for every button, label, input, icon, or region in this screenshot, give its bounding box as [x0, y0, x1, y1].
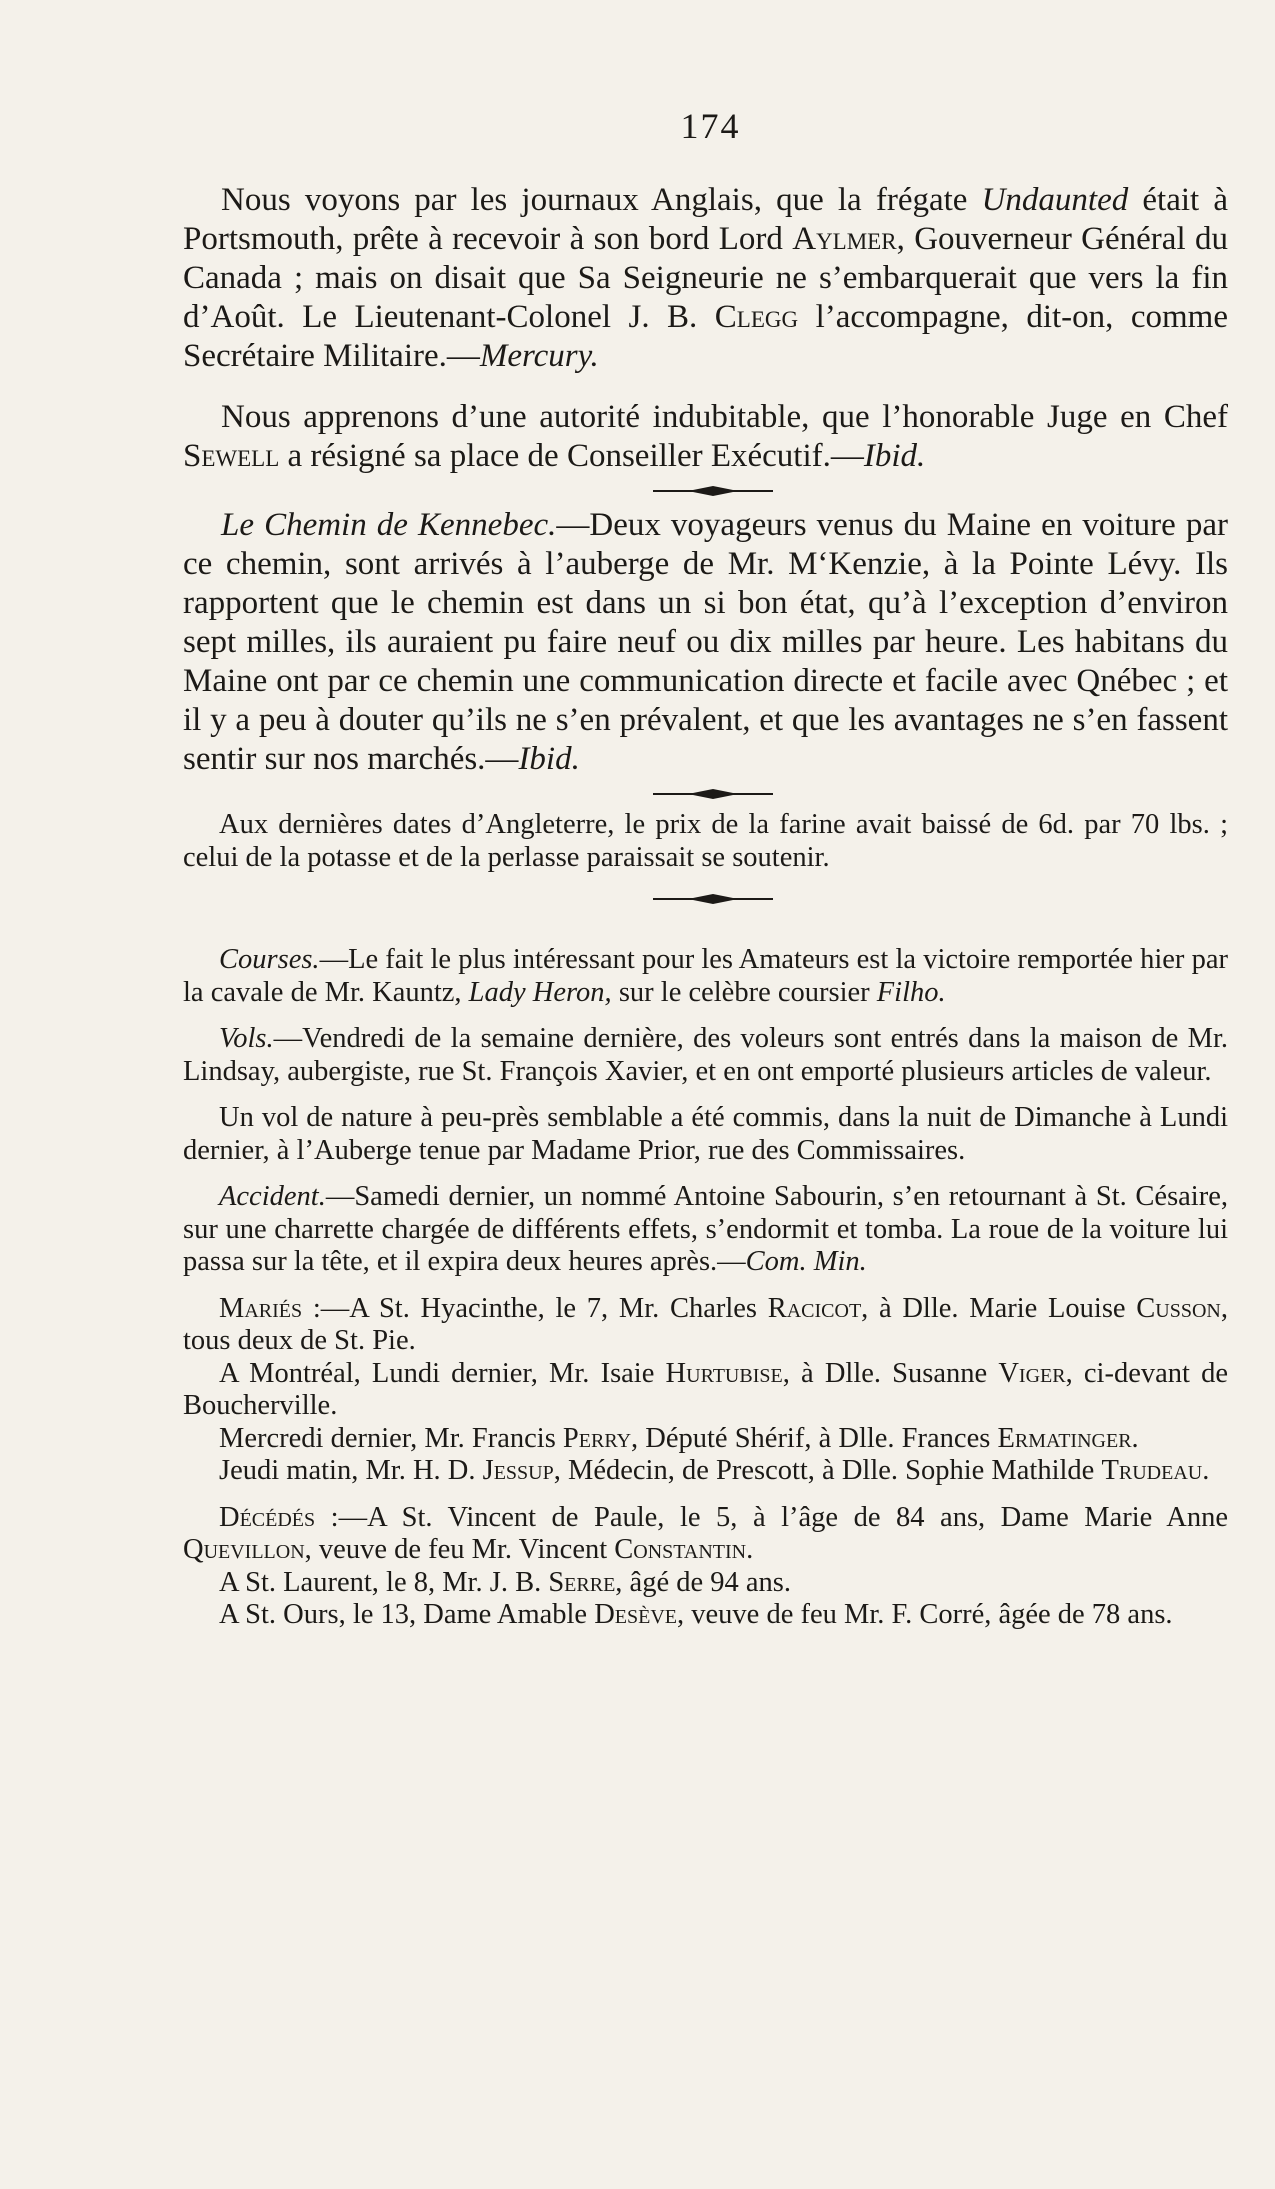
person-name: Clegg: [714, 299, 799, 335]
text-run: A Montréal, Lundi dernier, Mr. Isaie: [219, 1357, 666, 1389]
text-run: l’accompagne, dit-on, comme Secrétaire Militaire.—: [183, 299, 1228, 374]
deaths-section: [183, 1502, 1228, 1632]
text-run: :—A St. Vincent de Paule, le 5, à l’âge de 84 ans, Dame Marie Anne: [315, 1501, 1228, 1533]
text-run: , tous deux de St. Pie.: [183, 1292, 1228, 1356]
text-run: Nous voyons par les journaux Anglais, que la frégate: [221, 182, 982, 218]
text-run: , veuve de feu Mr. Vincent: [304, 1534, 615, 1565]
source-citation: Ibid.: [863, 438, 926, 474]
text-run: —Le fait le plus intéressant pour les Amateurs est la victoire remportée hier par la cavale de Mr. Kauntz,: [183, 944, 1228, 1008]
newspaper-page: [183, 105, 1228, 1632]
paragraph-vol-prior: [183, 1102, 1228, 1167]
text-run: Jeudi matin, Mr. H. D.: [219, 1455, 483, 1486]
ornamental-rule: [183, 482, 1228, 500]
text-run: —Samedi dernier, un nommé Antoine Sabourin, s’en retournant à St. Césaire, sur une charrette chargée de différents effets, s’endormit et tomba. La roue de la voiture lui passa sur la tête, et il expira deux heures après.—: [183, 1181, 1228, 1277]
text-run: .: [1131, 1422, 1139, 1454]
ornamental-rule: [183, 890, 1228, 908]
person-name: Viger: [998, 1357, 1066, 1389]
text-run: sur le celèbre coursier: [611, 976, 877, 1008]
section-title: Le Chemin de Kennebec.: [221, 507, 557, 543]
text-run: .: [1202, 1455, 1210, 1486]
text-run: Mercredi dernier, Mr. Francis: [219, 1422, 563, 1454]
marriage-entry: [183, 1358, 1228, 1423]
person-name: Desève: [594, 1599, 678, 1630]
person-name: Serre: [548, 1566, 616, 1598]
section-title: Vols.: [219, 1023, 274, 1054]
section-title: Courses.: [219, 944, 320, 975]
person-name: Jessup: [482, 1455, 554, 1486]
person-name: Trudeau: [1101, 1455, 1203, 1486]
text-run: , à Dlle. Susanne: [782, 1357, 999, 1389]
paragraph-accident: [183, 1181, 1228, 1279]
text-run: a résigné sa place de Conseiller Exécutif.—: [279, 438, 864, 474]
text-run: , Médecin, de Prescott, à Dlle. Sophie Mathilde: [553, 1455, 1102, 1486]
text-run: , ci-devant de Boucherville.: [183, 1357, 1228, 1421]
text-run: :—A St. Hyacinthe, le 7, Mr. Charles: [302, 1292, 768, 1324]
text-run: , âgé de 94 ans.: [615, 1566, 791, 1598]
section-title: Mariés: [219, 1292, 303, 1324]
page-number: 174: [680, 106, 741, 146]
text-run: , Gouverneur Général du Canada ; mais on disait que Sa Seigneurie ne s’embarquerait que vers la fin d’Août. Le Lieutenant-Colonel J. B.: [183, 221, 1228, 335]
marriage-entry: [183, 1293, 1228, 1358]
text-run: , Député Shérif, à Dlle. Frances: [631, 1422, 998, 1454]
text-run: Nous apprenons d’une autorité indubitable, que l’honorable Juge en Chef: [221, 399, 1228, 435]
horse-name: Lady Heron,: [468, 976, 612, 1008]
section-title: Accident.: [219, 1181, 326, 1212]
text-run: Aux dernières dates d’Angleterre, le prix de la farine avait baissé de 6d. par 70 lbs. ; celui de la potasse et de la perlasse paraissait se soutenir.: [183, 809, 1228, 873]
text-run: était à Portsmouth, prête à recevoir à son bord Lord: [183, 182, 1228, 257]
person-name: Hurtubise: [665, 1357, 783, 1389]
text-run: —Vendredi de la semaine dernière, des voleurs sont entrés dans la maison de Mr. Lindsay, aubergiste, rue St. François Xavier, et en ont emporté plusieurs articles de valeur.: [183, 1023, 1228, 1087]
ship-name: Undaunted: [981, 182, 1129, 218]
horse-name: Filho.: [876, 976, 946, 1008]
text-run: —Deux voyageurs venus du Maine en voiture par ce chemin, sont arrivés à l’auberge de Mr. M‘Kenzie, à la Pointe Lévy. Ils rapportent que le chemin est dans un si bon état, qu’à l’exception d’environ sept milles, ils auraient pu faire neuf ou dix milles par heure. Les habitans du Maine ont par ce chemin une communication directe et facile avec Qnébec ; et il y a peu à douter qu’ils ne s’en prévalent, et que les avantages ne s’en fassent sentir sur nos marchés.—: [183, 507, 1229, 777]
source-citation: Mercury.: [479, 338, 599, 374]
text-run: A St. Laurent, le 8, Mr. J. B.: [219, 1566, 549, 1598]
person-name: Cusson: [1136, 1292, 1221, 1324]
person-name: Aylmer: [792, 221, 897, 257]
person-name: Quevillon: [183, 1534, 305, 1565]
person-name: Ermatinger: [997, 1422, 1132, 1454]
text-run: Un vol de nature à peu-près semblable a été commis, dans la nuit de Dimanche à Lundi dernier, à l’Auberge tenue par Madame Prior, rue des Commissaires.: [183, 1102, 1228, 1166]
text-run: .: [746, 1534, 754, 1565]
paragraph-undaunted: [183, 181, 1228, 376]
paragraph-vols: [183, 1023, 1228, 1088]
text-run: , à Dlle. Marie Louise: [861, 1292, 1137, 1324]
text-run: A St. Ours, le 13, Dame Amable: [219, 1599, 595, 1630]
person-name: Sewell: [183, 438, 280, 474]
section-title: Décédés: [219, 1501, 316, 1533]
source-citation: Ibid.: [518, 741, 580, 777]
marriage-entry: [183, 1455, 1228, 1488]
paragraph-courses: [183, 944, 1228, 1009]
marriage-entry: [183, 1423, 1228, 1456]
person-name: Constantin: [614, 1534, 747, 1565]
person-name: Racicot: [767, 1292, 862, 1324]
paragraph-prices: [183, 809, 1228, 874]
source-citation: Com. Min.: [745, 1246, 867, 1277]
death-entry: [183, 1599, 1228, 1632]
person-name: Perry: [562, 1422, 632, 1454]
marriages-section: [183, 1293, 1228, 1488]
death-entry: [183, 1567, 1228, 1600]
death-entry: [183, 1502, 1228, 1567]
ornamental-rule: [183, 785, 1228, 803]
text-run: , veuve de feu Mr. F. Corré, âgée de 78 ans.: [677, 1599, 1173, 1630]
paragraph-kennebec: [183, 506, 1228, 779]
paragraph-sewell: [183, 398, 1228, 476]
